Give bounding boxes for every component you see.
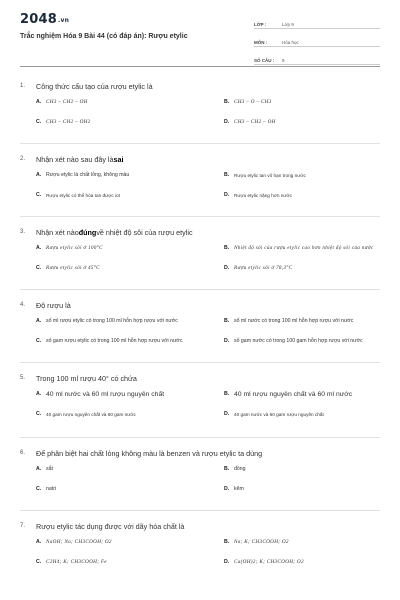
option-text: đồng [234,466,246,473]
option-letter: B. [224,318,230,325]
option-letter: A. [36,318,42,325]
answer-option[interactable] [36,553,208,573]
option-grid [20,385,380,425]
question-3 [20,217,380,290]
meta-row-class [254,16,380,29]
option-letter: D. [224,411,230,418]
option-letter: D. [224,192,230,199]
option-text: CH3 – CH2 – OH [46,99,88,106]
question-text-part: Nhận xét nào [36,227,79,237]
meta-label: MÔN : [254,40,268,45]
option-letter: C. [36,192,42,199]
answer-option[interactable] [224,332,396,352]
question-4 [20,290,380,363]
question-emphasis: sai [113,154,124,164]
meta-label: SỐ CÂU : [254,58,275,63]
meta-value: Lớp 9 [282,22,294,27]
option-text: Rượu etylic sôi ở 78,3°C [234,265,293,272]
option-letter: B. [224,466,230,473]
question-number: 3. [20,229,26,235]
option-text: 40 gam nước và 60 gam rượu nguyên chất [234,411,324,417]
meta-info [254,16,380,70]
question-1 [20,79,380,144]
question-text-part: Công thức cấu tạo của rượu etylic là [36,81,153,91]
meta-label: LỚP : [254,22,267,27]
question-text-part: về nhiệt độ sôi của rượu etylic [96,227,193,237]
option-text: Rượu etylic nặng hơn nước [234,192,292,198]
answer-option[interactable] [36,332,208,352]
answer-option[interactable] [224,480,396,500]
question-text [20,371,380,385]
answer-option[interactable] [36,113,208,133]
option-grid [20,239,380,279]
question-number: 1. [20,83,26,89]
option-text: số ml nước có trong 100 ml hỗn hợp rượu với nước [234,318,354,325]
option-letter: D. [224,265,230,272]
answer-option[interactable] [36,166,208,186]
answer-option[interactable] [36,259,208,279]
option-grid [20,533,380,573]
option-text: C2H4; K; CH3COOH; Fe [46,559,107,566]
option-text: Na; K; CH3COOH; O2 [234,539,289,546]
answer-option[interactable] [36,239,208,259]
option-letter: D. [224,559,230,566]
question-emphasis: đúng [78,227,97,237]
answer-option[interactable] [36,385,208,405]
option-grid [20,166,380,206]
option-text: NaOH; Na; CH3COOH; O2 [46,539,112,546]
option-letter: C. [36,486,42,493]
question-number: 6. [20,450,26,456]
question-text [20,152,380,166]
question-number: 2. [20,156,26,162]
option-text: sắt [46,466,53,473]
option-letter: C. [36,119,42,126]
option-letter: D. [224,338,230,345]
answer-option[interactable] [36,533,208,553]
question-2 [20,144,380,217]
option-grid [20,312,380,352]
option-text: 40 gam rượu nguyên chất và 60 gam nước [46,411,136,417]
question-text-part: Rượu etylic tác dụng được với dãy hóa chất là [36,521,185,531]
option-text: Rượu etylic là chất lỏng, không màu [46,172,130,179]
header [0,0,400,66]
question-text [20,519,380,533]
answer-option[interactable] [224,259,396,279]
question-list [20,79,380,573]
answer-option[interactable] [36,460,208,480]
answer-option[interactable] [224,460,396,480]
option-letter: A. [36,391,42,398]
answer-option[interactable] [224,312,396,332]
option-text: natri [46,486,57,493]
option-text: CH3 – CH2 – OH2 [46,119,91,126]
option-text: Ca(OH)2; K; CH3COOH; O2 [234,559,304,566]
answer-option[interactable] [224,239,396,259]
meta-row-subject [254,34,380,47]
answer-option[interactable] [224,186,396,206]
option-text: CH3 – O – CH3 [234,99,272,106]
answer-option[interactable] [224,533,396,553]
question-text [20,298,380,312]
meta-value: 9 [282,58,285,63]
option-letter: B. [224,172,230,179]
option-text: số gam nước có trong 100 gam hỗn hợp rượu với nước [234,338,363,345]
question-5 [20,363,380,438]
option-text: 40 ml nước và 60 ml rượu nguyên chất [46,391,165,399]
option-text: số gam rượu etylic có trong 100 ml hỗn hợp rượu với nước [46,338,183,345]
question-text [20,225,380,239]
question-text [20,79,380,93]
option-text: Rượu etylic sôi ở 45°C [46,265,100,272]
option-text: Rượu etylic sôi ở 100°C [46,245,103,252]
option-letter: D. [224,119,230,126]
answer-option[interactable] [36,405,208,425]
question-number: 5. [20,375,26,381]
option-text: 40 ml rượu nguyên chất và 60 ml nước [234,391,353,399]
option-text: kẽm [234,486,244,493]
option-letter: B. [224,245,230,252]
option-letter: D. [224,486,230,493]
question-text-part: Độ rượu là [36,300,71,310]
answer-option[interactable] [224,385,396,405]
question-text-part: Để phân biệt hai chất lỏng không màu là benzen và rượu etylic ta dùng [36,448,263,458]
document-title: Trắc nghiệm Hóa 9 Bài 44 (có đáp án): Rượu etylic [20,33,188,40]
option-letter: B. [224,391,230,398]
option-text: Rượu etylic có thể hòa tan được iot [46,192,120,198]
question-text-part: Nhận xét nào sau đây là [36,154,114,164]
answer-option[interactable] [36,93,208,113]
question-6 [20,438,380,511]
header-divider [20,66,380,67]
option-letter: B. [224,99,230,106]
option-letter: C. [36,411,42,418]
option-letter: C. [36,338,42,345]
option-letter: A. [36,245,42,252]
option-letter: A. [36,99,42,106]
option-text: Nhiệt độ sôi của rượu etylic cao hơn nhiệt độ sôi của nước [234,245,374,252]
answer-option[interactable] [224,93,396,113]
logo-text: 2048 [20,12,57,27]
answer-option[interactable] [224,405,396,425]
question-text [20,446,380,460]
logo-suffix: .vn [57,17,70,24]
option-text: CH3 – CH2 – OH [234,119,276,126]
question-7 [20,511,380,573]
answer-option[interactable] [224,166,396,186]
option-letter: B. [224,539,230,546]
option-grid [20,460,380,500]
option-letter: A. [36,172,42,179]
option-letter: C. [36,265,42,272]
meta-row-count [254,52,380,65]
option-text: số ml rượu etylic có trong 100 ml hỗn hợp rượu với nước [46,318,178,325]
option-text: Rượu etylic tan vô hạn trong nước [234,172,306,178]
option-letter: A. [36,539,42,546]
answer-option[interactable] [36,480,208,500]
answer-option[interactable] [224,113,396,133]
question-number: 4. [20,302,26,308]
option-letter: A. [36,466,42,473]
answer-option[interactable] [36,312,208,332]
option-letter: C. [36,559,42,566]
question-text-part: Trong 100 ml rượu 40° có chứa [36,373,137,383]
meta-value: Hóa học [282,40,299,45]
option-grid [20,93,380,133]
question-number: 7. [20,523,26,529]
answer-option[interactable] [224,553,396,573]
answer-option[interactable] [36,186,208,206]
